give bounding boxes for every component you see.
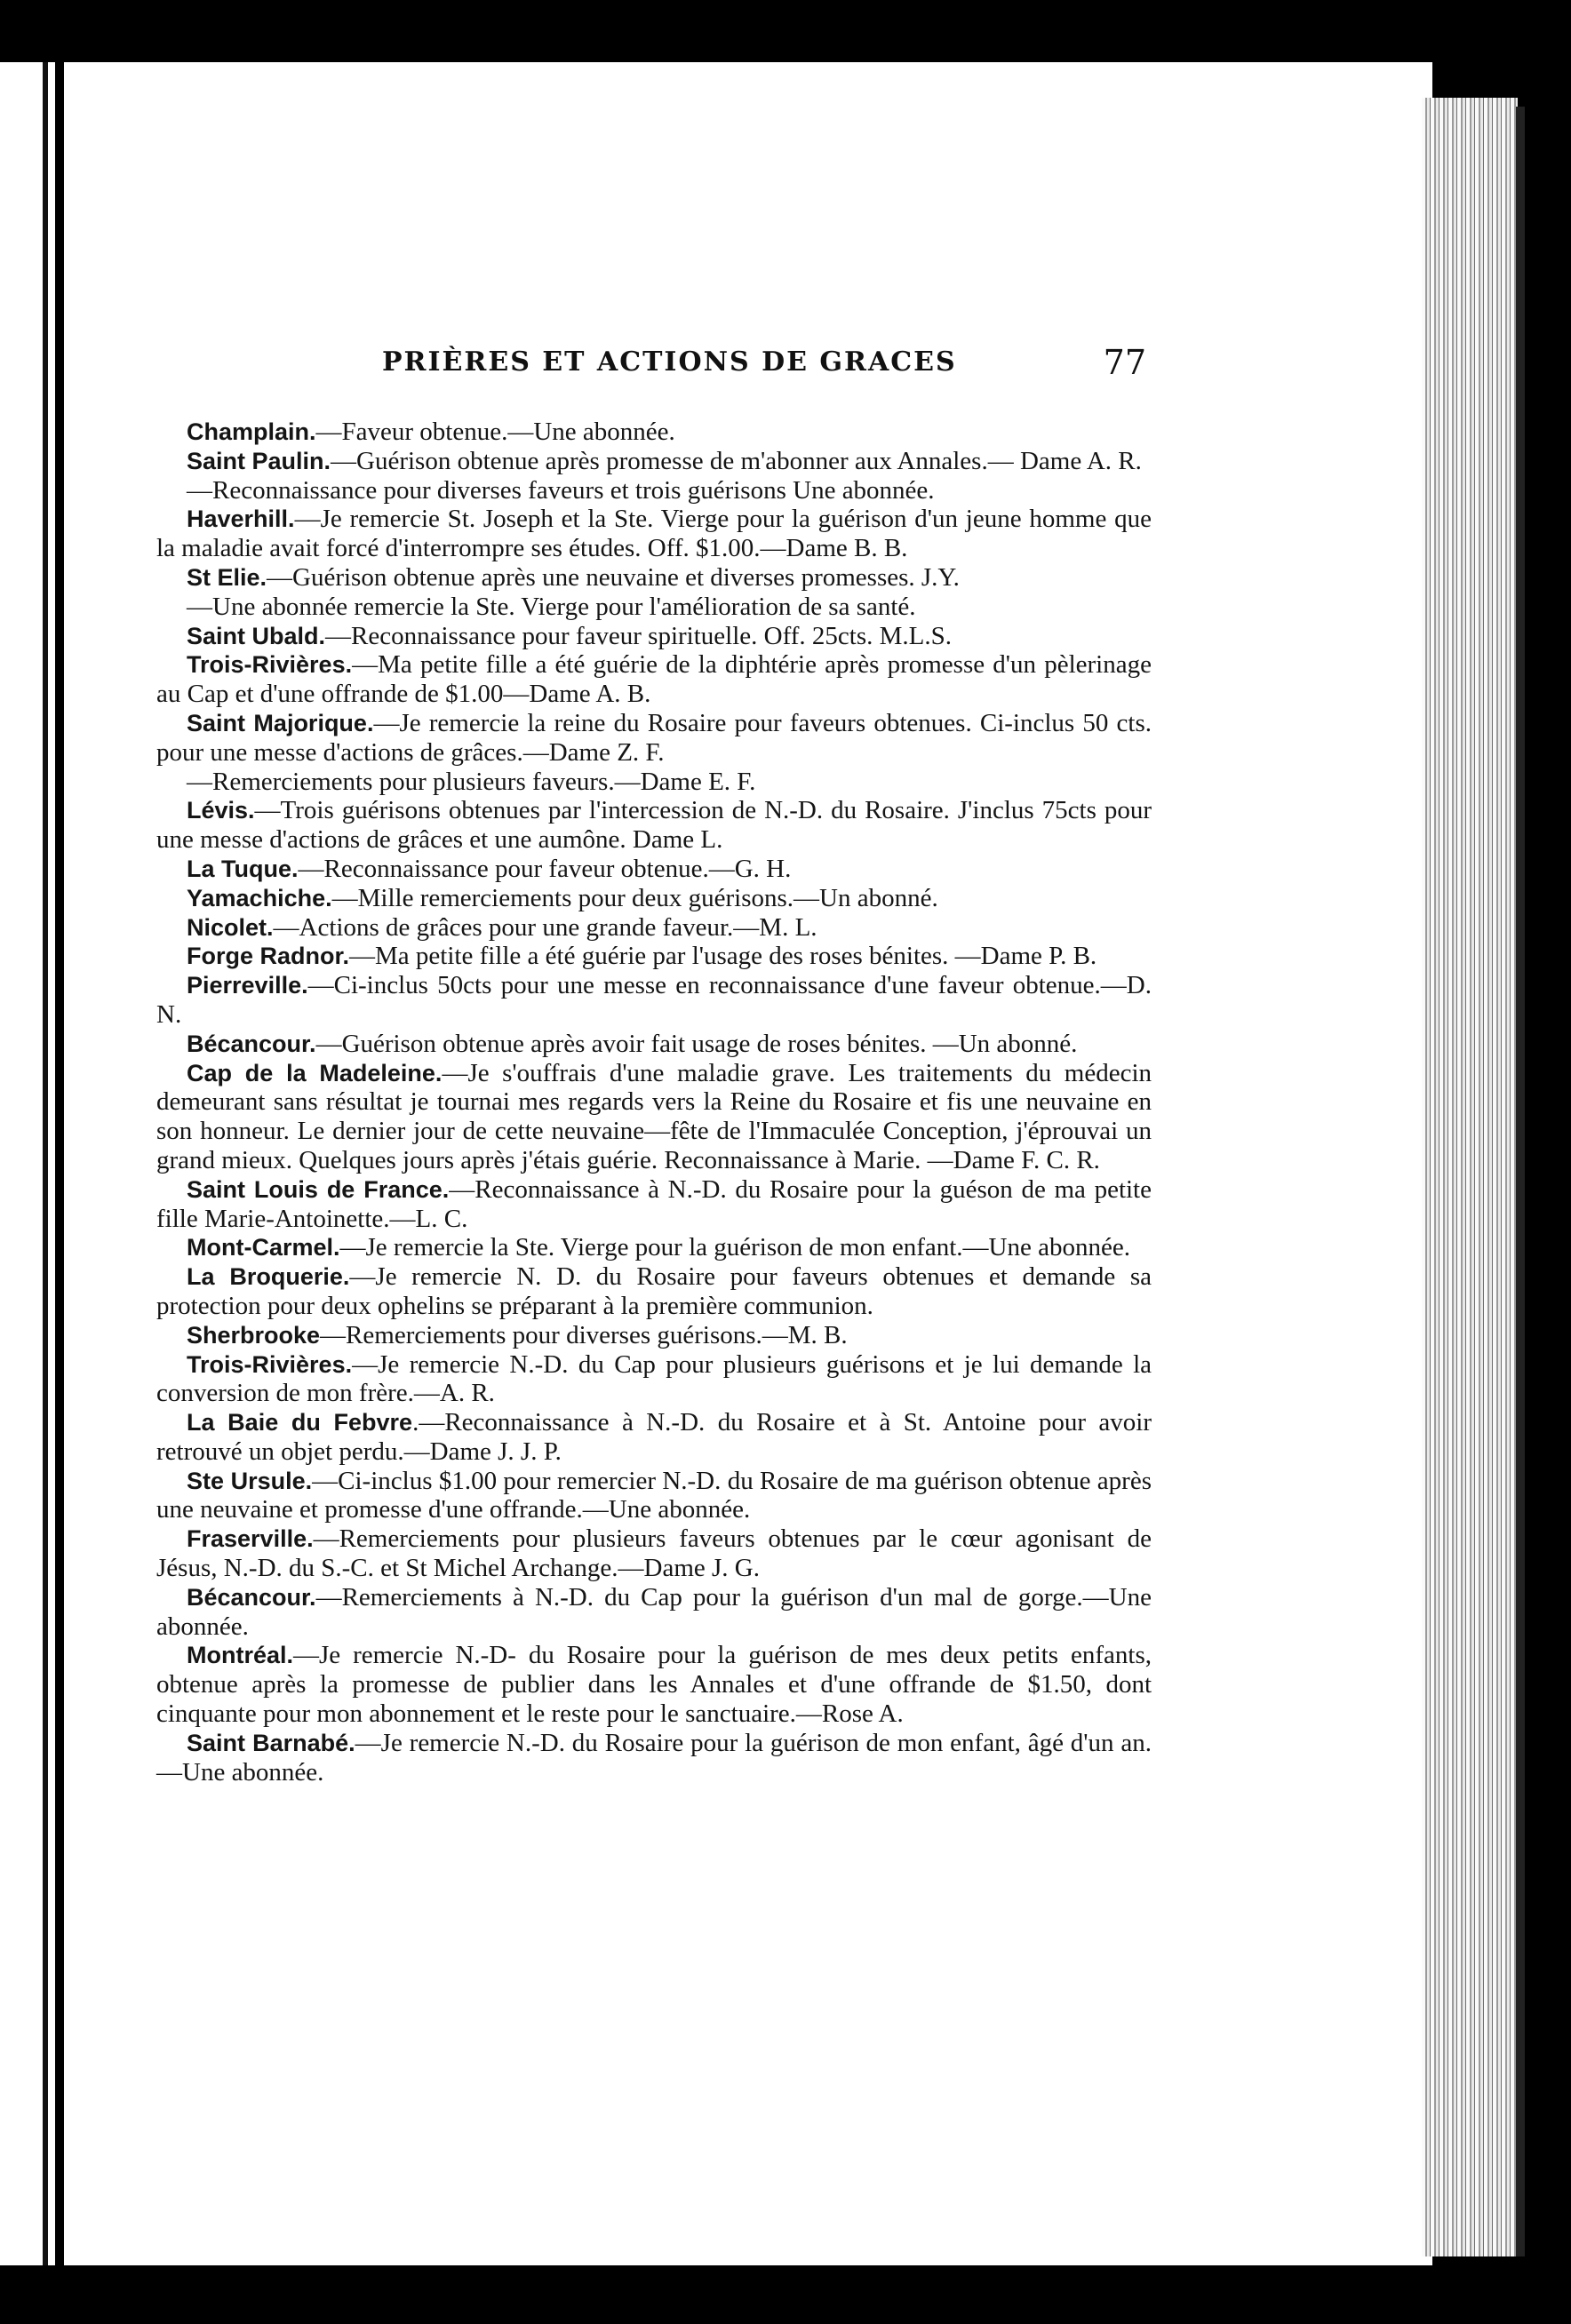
- page-stack-shadow: [1516, 107, 1525, 2256]
- thanksgiving-entry: [156, 1350, 1152, 1409]
- entry-place: Haverhill.: [187, 505, 295, 533]
- entry-text: —Remerciements à N.-D. du Cap pour la guérison d'un mal de gorge.—Une abonnée.: [156, 1582, 1152, 1641]
- entry-place: Saint Barnabé.: [187, 1729, 355, 1756]
- page-body: [156, 418, 1152, 1787]
- entry-text: —Ma petite fille a été guérie par l'usage des roses bénites. —Dame P. B.: [349, 942, 1097, 971]
- thanksgiving-entry: [156, 1524, 1152, 1583]
- entry-place: Ste Ursule.: [187, 1467, 313, 1494]
- thanksgiving-entry: [156, 1262, 1152, 1321]
- entry-place: Sherbrooke: [187, 1321, 321, 1349]
- entry-text: —Je remercie St. Joseph et la Ste. Vierge pour la guérison d'un jeune homme que la maladie avait forcé d'interrompre ses études. Off. $1.00.—Dame B. B.: [156, 505, 1152, 563]
- entry-text: —Guérison obtenue après une neuvaine et diverses promesses. J.Y.: [267, 562, 960, 592]
- entry-place: Cap de la Madeleine.: [187, 1059, 443, 1086]
- thanksgiving-entry: [156, 768, 1152, 797]
- entry-place: Saint Majorique.: [187, 709, 374, 736]
- entry-text: —Remerciements pour diverses guérisons.—M. B.: [320, 1320, 848, 1349]
- entry-text: —Ci-inclus 50cts pour une messe en reconnaissance d'une faveur obtenue.—D. N.: [156, 971, 1152, 1029]
- thanksgiving-entry: [156, 476, 1152, 505]
- entry-text: —Actions de grâces pour une grande faveur.—M. L.: [273, 912, 817, 942]
- entry-place: Mont-Carmel.: [187, 1234, 340, 1261]
- thanksgiving-entry: [156, 1729, 1152, 1787]
- thanksgiving-entry: [156, 593, 1152, 622]
- entry-text: —Guérison obtenue après avoir fait usage de roses bénites. —Un abonné.: [315, 1029, 1078, 1058]
- thanksgiving-entry: [156, 418, 1152, 447]
- entry-text: —Guérison obtenue après promesse de m'abonner aux Annales.— Dame A. R.: [331, 446, 1142, 475]
- thanksgiving-entry: [156, 855, 1152, 884]
- thanksgiving-entry: [156, 1467, 1152, 1525]
- entry-place: Trois-Rivières.: [187, 1350, 353, 1378]
- thanksgiving-entry: [156, 709, 1152, 768]
- entry-text: —Mille remerciements pour deux guérisons.—Un abonné.: [331, 883, 938, 912]
- entry-place: Champlain.: [187, 418, 316, 445]
- entry-text: —Remerciements pour plusieurs faveurs obtenues par le cœur agonisant de Jésus, N.-D. du S.-C. et St Michel Archange.—Dame J. G.: [156, 1524, 1152, 1583]
- entry-text: —Je remercie N.-D- du Rosaire pour la guérison de mes deux petits enfants, obtenue après la promesse de publier dans les Annales et d'une offrande de $1.50, dont cinquante pour mon abonnement et le reste pour le sanctuaire.—Rose A.: [156, 1641, 1152, 1729]
- thanksgiving-entry: [156, 1408, 1152, 1467]
- entry-place: Saint Louis de France.: [187, 1175, 450, 1203]
- entry-text: —Je remercie N.-D. du Rosaire pour la guérison de mon enfant, âgé d'un an.—Une abonnée.: [156, 1728, 1152, 1787]
- entry-place: Fraserville.: [187, 1525, 314, 1553]
- entry-text: —Remerciements pour plusieurs faveurs.—Dame E. F.: [187, 767, 756, 796]
- entry-text: —Une abonnée remercie la Ste. Vierge pour l'amélioration de sa santé.: [187, 592, 916, 621]
- entry-place: Saint Ubald.: [187, 622, 326, 649]
- entry-text: —Faveur obtenue.—Une abonnée.: [315, 418, 675, 446]
- running-head: PRIÈRES ET ACTIONS DE GRACES: [382, 346, 957, 378]
- entry-place: Lévis.: [187, 797, 255, 824]
- thanksgiving-entry: [156, 650, 1152, 709]
- entry-text: —Reconnaissance pour faveur spirituelle. Off. 25cts. M.L.S.: [325, 621, 952, 650]
- book-gutter: [43, 62, 48, 2265]
- thanksgiving-entry: [156, 942, 1152, 971]
- entry-text: —Ma petite fille a été guérie de la diphtérie après promesse d'un pèlerinage au Cap et d'une offrande de $1.00—Dame A. B.: [156, 650, 1152, 709]
- thanksgiving-entry: [156, 1321, 1152, 1350]
- thanksgiving-entry: [156, 1175, 1152, 1234]
- thanksgiving-entry: [156, 1583, 1152, 1642]
- entry-text: —Reconnaissance pour diverses faveurs et trois guérisons Une abonnée.: [187, 475, 935, 505]
- entry-text: .—Reconnaissance à N.-D. du Rosaire et à St. Antoine pour avoir retrouvé un objet perdu.—Dame J. J. P.: [156, 1408, 1152, 1466]
- thanksgiving-entry: [156, 1030, 1152, 1059]
- entry-place: St Elie.: [187, 563, 267, 591]
- thanksgiving-entry: [156, 913, 1152, 943]
- entry-text: —Reconnaissance à N.-D. du Rosaire pour la guéson de ma petite fille Marie-Antoinette.—L. C.: [156, 1174, 1152, 1233]
- thanksgiving-entry: [156, 1233, 1152, 1262]
- entry-place: Yamachiche.: [187, 884, 332, 911]
- entry-text: —Je s'ouffrais d'une maladie grave. Les traitements du médecin demeurant sans résultat je tournai mes regards vers la Reine du Rosaire et fis une neuvaine en son honneur. Le dernier jour de cette neuvaine—fête de l'Immaculée Conception, j'éprouvai un grand mieux. Quelques jours après j'étais guérie. Reconnaissance à Marie. —Dame F. C. R.: [156, 1058, 1152, 1174]
- thanksgiving-entry: [156, 971, 1152, 1030]
- entry-place: Bécancour.: [187, 1030, 316, 1057]
- entry-place: Bécancour.: [187, 1583, 316, 1611]
- entry-place: La Tuque.: [187, 855, 299, 882]
- thanksgiving-entry: [156, 622, 1152, 651]
- thanksgiving-entry: [156, 884, 1152, 913]
- thanksgiving-entry: [156, 563, 1152, 593]
- page-stack-edges: [1422, 98, 1518, 2256]
- entry-text: —Je remercie N. D. du Rosaire pour faveurs obtenues et demande sa protection pour deux ophelins se préparant à la première communion.: [156, 1262, 1152, 1320]
- entry-text: —Je remercie la Ste. Vierge pour la guérison de mon enfant.—Une abonnée.: [339, 1233, 1130, 1262]
- entry-place: Forge Radnor.: [187, 943, 350, 970]
- entry-text: —Je remercie la reine du Rosaire pour faveurs obtenues. Ci-inclus 50 cts. pour une messe d'actions de grâces.—Dame Z. F.: [156, 708, 1152, 767]
- entry-place: La Baie du Febvre: [187, 1409, 413, 1437]
- page-header: [382, 343, 1146, 387]
- entry-place: Nicolet.: [187, 913, 274, 941]
- entry-place: Pierreville.: [187, 972, 308, 999]
- entry-text: —Trois guérisons obtenues par l'intercession de N.-D. du Rosaire. J'inclus 75cts pour une messe d'actions de grâces et une aumône. Dame L.: [156, 796, 1152, 855]
- thanksgiving-entry: [156, 447, 1152, 476]
- entry-place: Trois-Rivières.: [187, 651, 353, 679]
- entry-place: Montréal.: [187, 1642, 294, 1669]
- thanksgiving-entry: [156, 1059, 1152, 1175]
- entry-text: —Ci-inclus $1.00 pour remercier N.-D. du Rosaire de ma guérison obtenue après une neuvaine et promesse d'une offrande.—Une abonnée.: [156, 1466, 1152, 1524]
- thanksgiving-entry: [156, 796, 1152, 855]
- thanksgiving-entry: [156, 505, 1152, 563]
- entry-text: —Je remercie N.-D. du Cap pour plusieurs guérisons et je lui demande la conversion de mon frère.—A. R.: [156, 1349, 1152, 1408]
- entry-text: —Reconnaissance pour faveur obtenue.—G. H.: [298, 854, 792, 883]
- page-number: 77: [1103, 343, 1146, 382]
- entry-place: Saint Paulin.: [187, 447, 331, 474]
- thanksgiving-entry: [156, 1641, 1152, 1728]
- entry-place: La Broquerie.: [187, 1263, 350, 1291]
